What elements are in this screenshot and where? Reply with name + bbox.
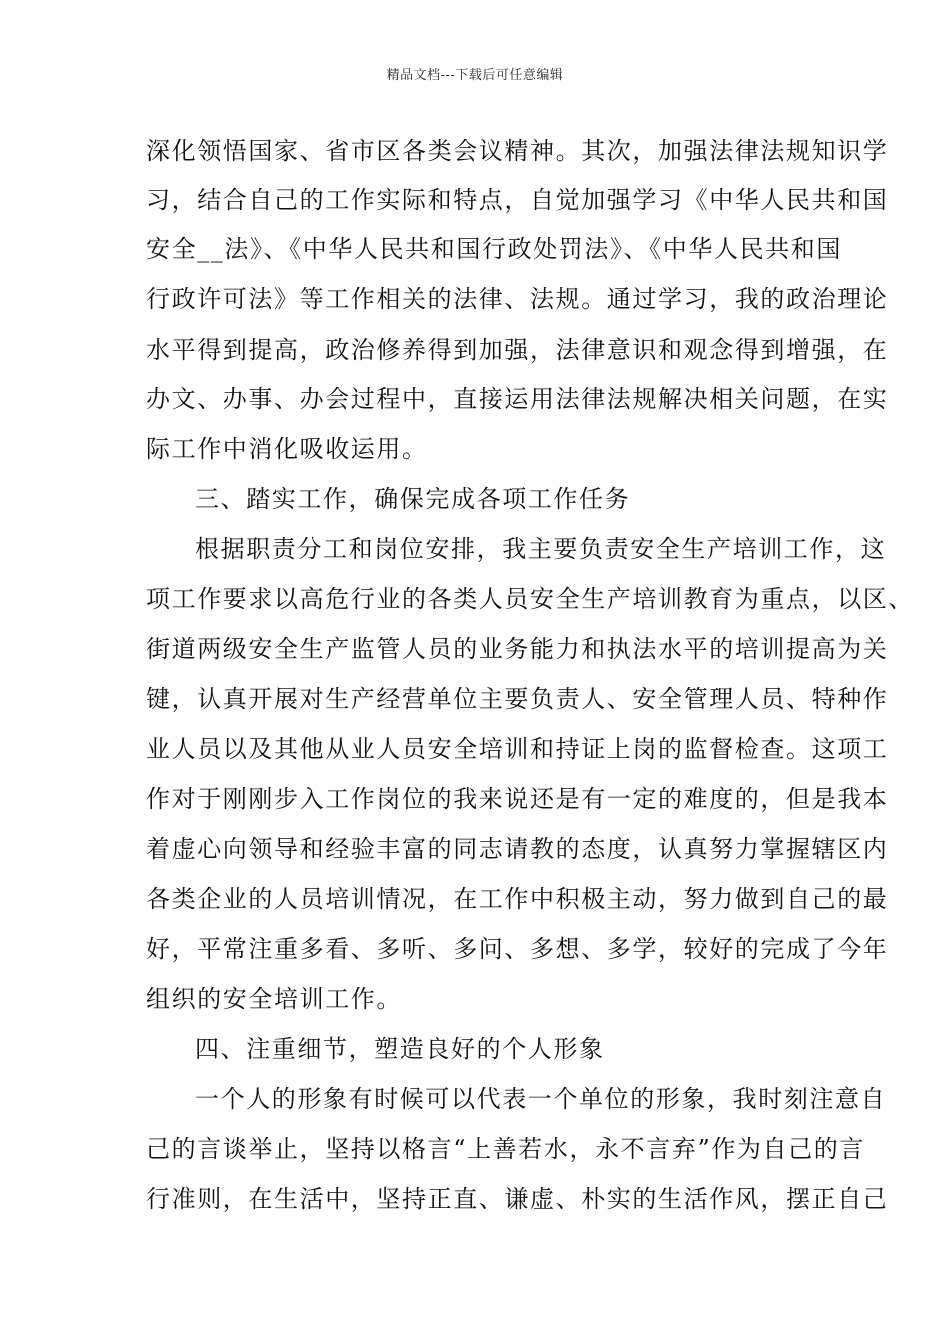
body-line: 好，平常注重多看、多听、多问、多想、多学，较好的完成了今年 [146, 935, 889, 963]
body-line: 各类企业的人员培训情况，在工作中积极主动，努力做到自己的最 [146, 885, 889, 913]
page-header: 精品文档---下载后可任意编辑 [386, 68, 564, 83]
body-line: 深化领悟国家、省市区各类会议精神。其次，加强法律法规知识学 [146, 137, 889, 165]
body-line: 着虚心向领导和经验丰富的同志请教的态度，认真努力掌握辖区内 [146, 835, 889, 863]
body-line: 行准则，在生活中，坚持正直、谦虚、朴实的生活作风，摆正自己 [146, 1185, 889, 1213]
body-line: 键，认真开展对生产经营单位主要负责人、安全管理人员、特种作 [146, 685, 889, 713]
body-line: 一个人的形象有时候可以代表一个单位的形象，我时刻注意自 [195, 1085, 887, 1113]
body-line: 己的言谈举止，坚持以格言“上善若水，永不言弃”作为自己的言 [146, 1135, 865, 1163]
body-line: 根据职责分工和岗位安排，我主要负责安全生产培训工作，这 [195, 535, 887, 563]
body-line: 安全__法》、《中华人民共和国行政处罚法》、《中华人民共和国 [146, 235, 842, 263]
body-line: 组织的安全培训工作。 [146, 985, 402, 1013]
body-line: 水平得到提高，政治修养得到加强，法律意识和观念得到增强，在 [146, 336, 889, 364]
body-line: 业人员以及其他从业人员安全培训和持证上岗的监督检查。这项工 [146, 735, 889, 763]
body-line: 习，结合自己的工作实际和特点，自觉加强学习《中华人民共和国 [146, 186, 889, 214]
body-line: 际工作中消化吸收运用。 [146, 435, 428, 463]
section-heading: 三、踏实工作，确保完成各项工作任务 [195, 485, 631, 513]
body-line: 办文、办事、办会过程中，直接运用法律法规解决相关问题，在实 [146, 385, 889, 413]
body-line: 项工作要求以高危行业的各类人员安全生产培训教育为重点，以区、 [146, 585, 914, 613]
body-line: 作对于刚刚步入工作岗位的我来说还是有一定的难度的，但是我本 [146, 785, 889, 813]
section-heading: 四、注重细节，塑造良好的个人形象 [195, 1035, 605, 1063]
body-line: 行政许可法》等工作相关的法律、法规。通过学习，我的政治理论 [146, 285, 889, 313]
body-line: 街道两级安全生产监管人员的业务能力和执法水平的培训提高为关 [146, 635, 889, 663]
